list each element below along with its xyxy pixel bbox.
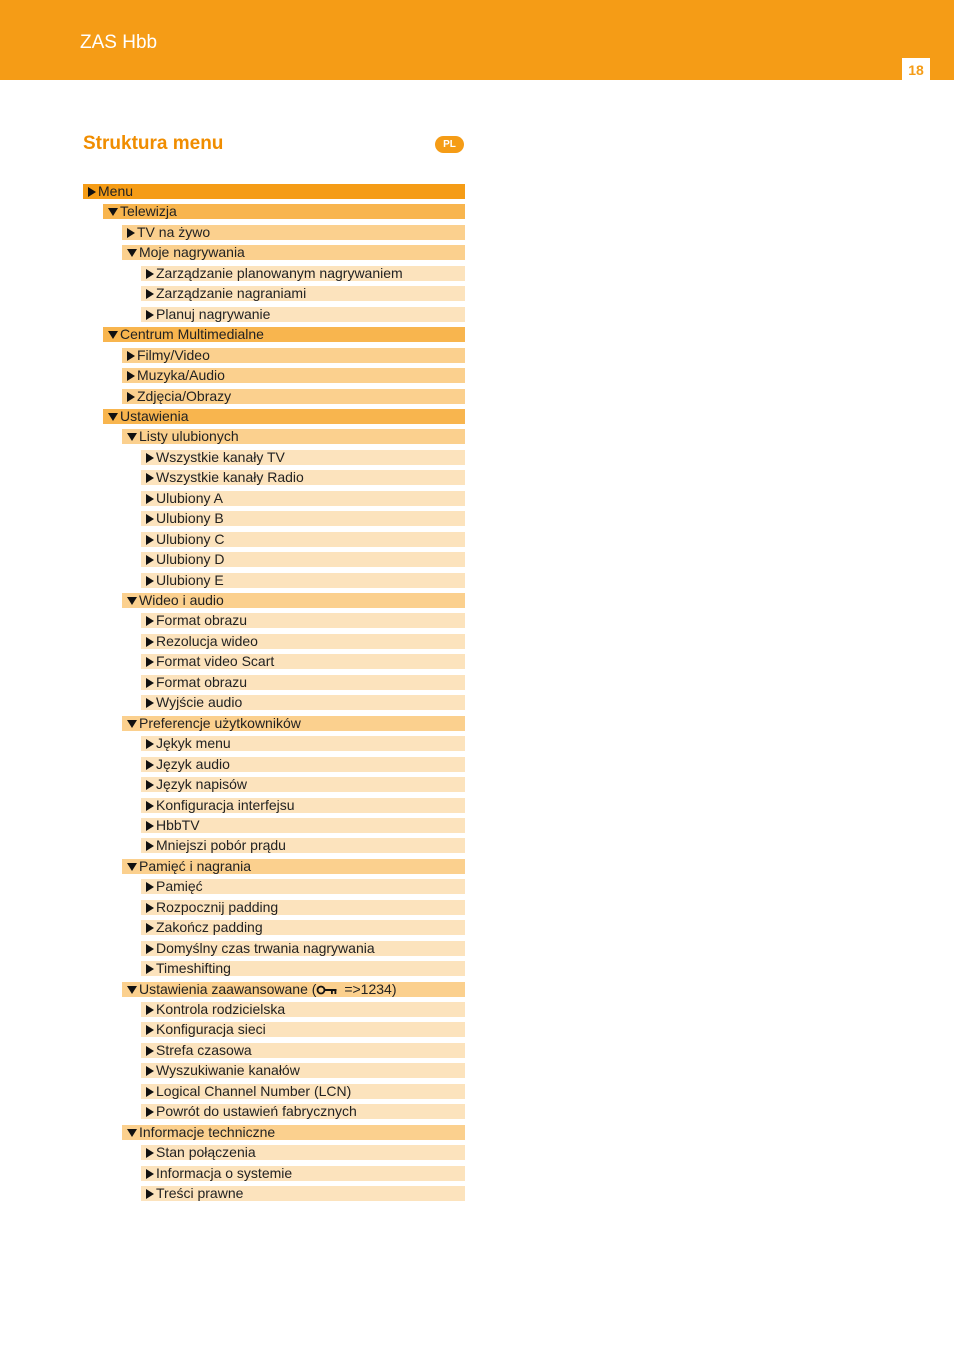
menu-tree-item [141,1022,465,1037]
menu-tree-item [141,491,465,506]
menu-tree-item [141,532,465,547]
triangle-right-icon [146,923,154,933]
menu-tree-item-label: Timeshifting [156,961,231,976]
triangle-right-icon [127,392,135,402]
triangle-down-icon [108,413,118,421]
menu-tree-item [141,1166,465,1181]
triangle-right-icon [146,473,154,483]
menu-tree-item-label: Muzyka/Audio [137,368,225,383]
menu-tree-item [141,695,465,710]
menu-tree-item-label: TV na żywo [137,225,211,240]
menu-tree-item [141,613,465,628]
menu-tree-item [141,266,465,281]
triangle-right-icon [146,1189,154,1199]
menu-tree-item [122,1125,465,1140]
triangle-right-icon [146,1025,154,1035]
language-badge: PL [435,136,464,153]
triangle-right-icon [146,637,154,647]
menu-tree-item [141,470,465,485]
menu-tree-item [122,348,465,363]
triangle-right-icon [146,494,154,504]
menu-tree-item [141,879,465,894]
menu-tree-item [141,736,465,751]
menu-tree-item [122,368,465,383]
menu-tree-item [141,450,465,465]
menu-tree-item-label: Jękyk menu [156,736,231,751]
triangle-right-icon [127,351,135,361]
menu-tree-item-label: Centrum Multimedialne [120,327,264,342]
triangle-right-icon [146,1066,154,1076]
menu-tree-item-label: Wyszukiwanie kanałów [156,1063,300,1078]
menu-tree-item-label: Konfiguracja sieci [156,1022,266,1037]
menu-tree-item-label: Format obrazu [156,613,248,628]
menu-tree-item-label: Rozpocznij padding [156,900,279,915]
menu-tree-item [122,593,465,608]
triangle-right-icon [146,903,154,913]
menu-tree-item-label: Mniejszi pobór prądu [156,838,286,853]
triangle-right-icon [146,821,154,831]
triangle-right-icon [146,698,154,708]
triangle-down-icon [127,433,137,441]
triangle-right-icon [146,535,154,545]
triangle-right-icon [146,1107,154,1117]
menu-tree-item [141,307,465,322]
menu-tree-item-label: HbbTV [156,818,200,833]
menu-tree-item-label: Ulubiony D [156,552,225,567]
menu-tree-item-label: Planuj nagrywanie [156,307,271,322]
triangle-right-icon [146,1148,154,1158]
triangle-down-icon [127,597,137,605]
triangle-right-icon [146,801,154,811]
section-title: Struktura menu [83,133,224,154]
menu-tree-item [122,429,465,444]
menu-tree-item [141,1043,465,1058]
menu-tree-item-label: Kontrola rodzicielska [156,1002,286,1017]
menu-tree-item [122,225,465,240]
menu-tree-item [141,286,465,301]
triangle-right-icon [146,739,154,749]
menu-tree-item-label: Strefa czasowa [156,1043,252,1058]
menu-tree-item [141,777,465,792]
triangle-down-icon [108,208,118,216]
triangle-right-icon [146,616,154,626]
menu-tree-item [122,982,465,997]
menu-tree-item-label: Ulubiony C [156,532,225,547]
menu-tree-item [141,1084,465,1099]
menu-tree-item [141,552,465,567]
menu-tree-item-label: Format video Scart [156,654,275,669]
triangle-right-icon [146,576,154,586]
menu-tree-item-label: Preferencje użytkowników [139,716,301,731]
menu-tree-item [122,716,465,731]
triangle-right-icon [146,514,154,524]
menu-tree-item [141,798,465,813]
triangle-right-icon [127,228,135,238]
header-title: ZAS Hbb [80,32,158,53]
triangle-right-icon [146,944,154,954]
menu-tree-item [141,1186,465,1201]
menu-tree-item [141,961,465,976]
triangle-down-icon [108,331,118,339]
triangle-down-icon [127,720,137,728]
triangle-right-icon [146,1046,154,1056]
triangle-right-icon [146,882,154,892]
menu-tree-item-label: Informacje techniczne [139,1125,276,1140]
menu-tree-item-label: Wideo i audio [139,593,224,608]
menu-tree-item [141,675,465,690]
menu-tree-item-label: Telewizja [120,204,177,219]
menu-tree-item-label: Pamięć i nagrania [139,859,252,874]
menu-tree-item [141,1002,465,1017]
triangle-right-icon [146,269,154,279]
menu-tree-item-label-suffix: =>1234) [340,982,397,997]
menu-tree-item [122,859,465,874]
triangle-right-icon [146,760,154,770]
menu-tree-item [141,838,465,853]
menu-tree-item-label: Wyjście audio [156,695,243,710]
triangle-right-icon [146,310,154,320]
menu-tree-item [141,1063,465,1078]
menu-tree-item-label: Zdjęcia/Obrazy [137,389,232,404]
triangle-right-icon [146,841,154,851]
menu-tree-item [141,818,465,833]
triangle-right-icon [146,964,154,974]
menu-tree-item [141,654,465,669]
triangle-right-icon [146,555,154,565]
menu-tree-item-label: Format obrazu [156,675,248,690]
menu-tree-item [141,941,465,956]
triangle-right-icon [127,371,135,381]
menu-tree-item-label: Rezolucja wideo [156,634,258,649]
triangle-down-icon [127,1129,137,1137]
triangle-right-icon [146,1005,154,1015]
triangle-right-icon [146,1169,154,1179]
triangle-down-icon [127,863,137,871]
menu-tree-item [103,409,465,424]
triangle-right-icon [146,453,154,463]
triangle-right-icon [146,657,154,667]
menu-tree-item [141,900,465,915]
triangle-right-icon [146,1087,154,1097]
menu-tree-item-label: Zarządzanie planowanym nagrywaniem [156,266,403,281]
menu-tree-item-label: Menu [98,184,134,199]
triangle-down-icon [127,986,137,994]
menu-tree-item-label: Konfiguracja interfejsu [156,798,295,813]
menu-tree-item [141,1104,465,1119]
menu-tree-item-label: Wszystkie kanały TV [156,450,285,465]
menu-tree-item-label: Zarządzanie nagraniami [156,286,307,301]
triangle-right-icon [146,289,154,299]
menu-tree-item-label: Wszystkie kanały Radio [156,470,304,485]
menu-tree-item-label: Listy ulubionych [139,429,239,444]
menu-tree-item [141,573,465,588]
menu-tree-item-label: Ustawienia zaawansowane ( [139,982,317,997]
menu-tree-item-label: Język napisów [156,777,248,792]
menu-tree-item-label: Pamięć [156,879,203,894]
menu-tree-item-label: Ulubiony E [156,573,224,588]
menu-tree-item-label: Ustawienia [120,409,189,424]
triangle-right-icon [146,780,154,790]
menu-tree-item-label: Filmy/Video [137,348,210,363]
menu-tree-item-label: Stan połączenia [156,1145,256,1160]
page-number: 18 [902,58,930,82]
triangle-right-icon [88,187,96,197]
menu-tree-item [83,184,465,199]
menu-tree-item-label: Treści prawne [156,1186,244,1201]
menu-tree-item [141,920,465,935]
menu-tree-item-label: Powrót do ustawień fabrycznych [156,1104,357,1119]
menu-tree-item-label: Zakończ padding [156,920,263,935]
menu-tree-item [103,204,465,219]
menu-tree-item-label: Logical Channel Number (LCN) [156,1084,352,1099]
menu-tree-item [141,634,465,649]
triangle-right-icon [146,678,154,688]
menu-tree-item [141,511,465,526]
menu-tree-item [122,245,465,260]
menu-tree-item [122,389,465,404]
menu-tree-item-label: Informacja o systemie [156,1166,293,1181]
menu-tree-item [141,1145,465,1160]
menu-tree-item-label: Moje nagrywania [139,245,245,260]
menu-tree-item [141,757,465,772]
menu-tree-item-label: Ulubiony A [156,491,223,506]
menu-tree-item-label: Język audio [156,757,230,772]
triangle-down-icon [127,249,137,257]
menu-tree-item [103,327,465,342]
key-icon [316,985,338,995]
menu-tree-item-label: Domyślny czas trwania nagrywania [156,941,375,956]
menu-tree-item-label: Ulubiony B [156,511,224,526]
